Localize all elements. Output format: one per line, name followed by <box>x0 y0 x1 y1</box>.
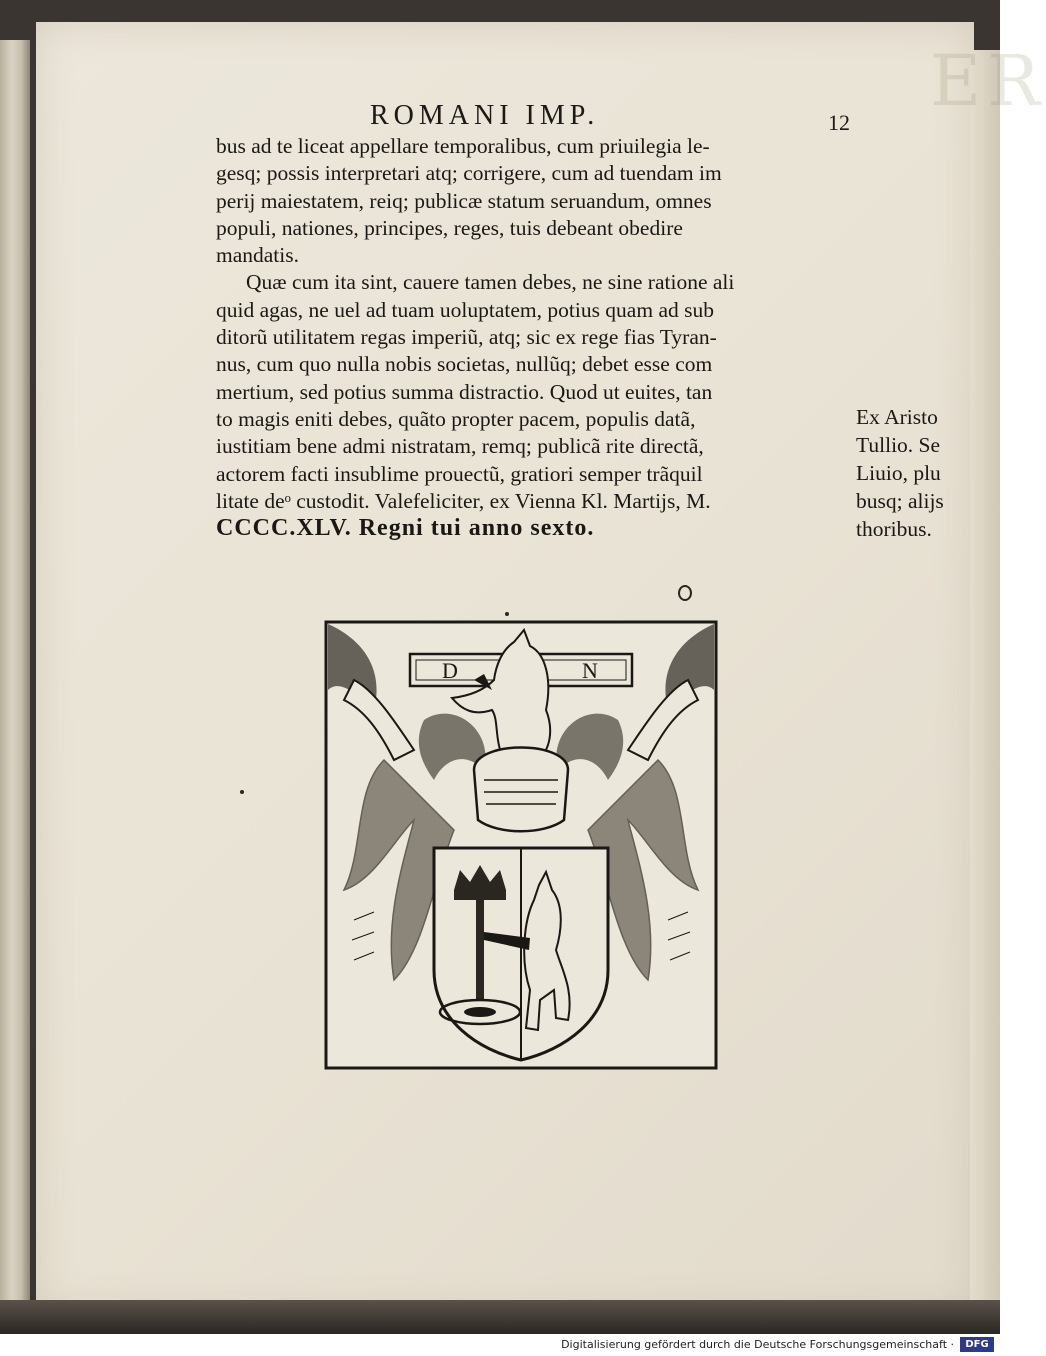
footer-bar <box>0 1334 1000 1356</box>
ink-speck <box>505 612 509 616</box>
text-line: bus ad te liceat appellare temporalibus, cum priuilegia le- <box>216 134 710 158</box>
margin-note-line: Liuio, plu <box>856 461 941 485</box>
margin-note-line: Ex Aristo <box>856 405 938 429</box>
text-line: gesq; possis interpretari atq; corrigere, cum ad tuendam im <box>216 161 722 186</box>
text-line: quid agas, ne uel ad tuam uoluptatem, potius quam ad sub <box>216 297 714 322</box>
book-cover-bottom <box>0 1300 1000 1334</box>
text-line: mandatis. <box>216 243 299 268</box>
page-number: 12 <box>828 110 850 135</box>
text-line: populi, nationes, principes, reges, tuis debeant obedire <box>216 215 683 240</box>
coat-of-arms-illustration <box>324 620 718 1070</box>
ink-speck <box>240 790 244 794</box>
text-line: nus, cum quo nulla nobis societas, nullũq; debet esse com <box>216 352 713 377</box>
text-line: ditorũ utilitatem regas imperiũ, atq; sic ex rege fias Tyran- <box>216 325 717 350</box>
printers-mark <box>678 585 692 601</box>
margin-notes <box>856 403 1000 543</box>
body-text <box>216 133 856 542</box>
text-line: perij maiestatem, reiq; publicæ statum seruandum, omnes <box>216 188 712 213</box>
running-head: ROMANI IMP. <box>370 100 600 131</box>
text-line: CCCC.XLV. Regni tui anno sexto. <box>216 515 595 542</box>
text-line: iustitiam bene admi nistratam, remq; publicã rite directã, <box>216 434 704 459</box>
banner-letter-right: N <box>582 658 598 683</box>
funding-credit: Digitalisierung gefördert durch die Deutsche Forschungsgemeinschaft · <box>561 1338 954 1351</box>
margin-note-line: busq; alijs <box>856 489 944 513</box>
text-line: Quæ cum ita sint, cauere tamen debes, ne sine ratione ali <box>246 270 735 295</box>
text-line: litate deᵒ custodit. Valefeliciter, ex Vienna Kl. Martijs, M. <box>216 488 711 513</box>
show-through-ghost: ER <box>930 40 1046 122</box>
text-line: to magis eniti debes, quãto propter pacem, populis datã, <box>216 406 696 431</box>
banner-letter-left: D <box>442 658 458 683</box>
page-edge-right <box>970 50 1000 1310</box>
coat-of-arms-woodcut <box>324 620 718 1070</box>
dfg-logo: DFG <box>960 1337 994 1352</box>
book-cover-left <box>0 40 30 1334</box>
text-line: mertium, sed potius summa distractio. Quod ut euites, tan <box>216 379 713 404</box>
text-line: actorem facti insublime prouectũ, gratiori semper trãquil <box>216 461 703 486</box>
margin-note-line: thoribus. <box>856 517 932 541</box>
margin-note-line: Tullio. Se <box>856 433 941 457</box>
